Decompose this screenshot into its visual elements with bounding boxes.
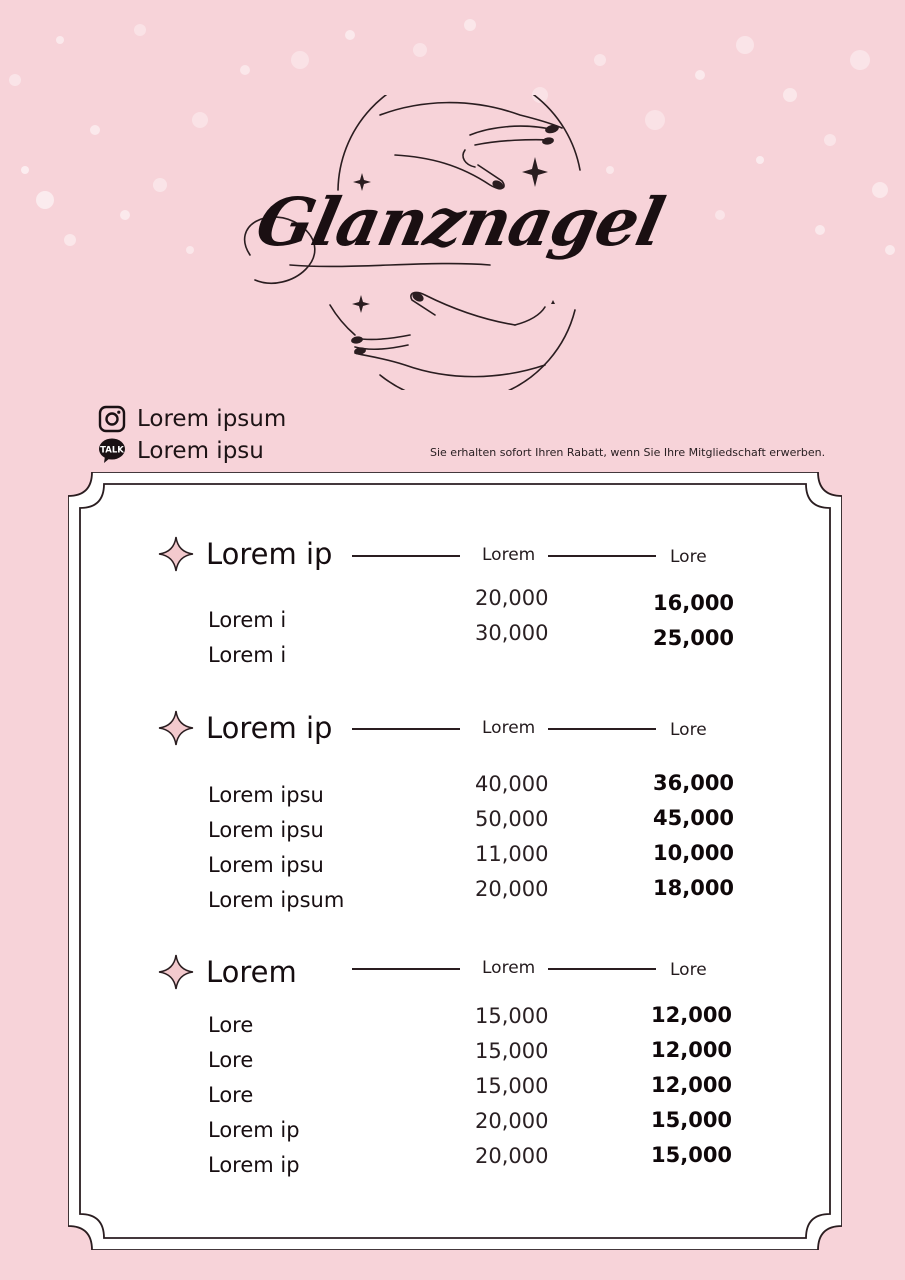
instagram-label: Lorem ipsum: [137, 406, 287, 432]
kakaotalk-label: Lorem ipsu: [137, 438, 264, 464]
divider-line: [352, 728, 460, 730]
price-column-label: Lorem: [482, 718, 536, 738]
menu-item-sale-price: 16,000: [653, 591, 735, 615]
menu-item-name: Lorem i: [208, 643, 287, 667]
menu-item-sale-price: 15,000: [651, 1143, 733, 1167]
sale-column-label: Lore: [670, 960, 707, 980]
menu-item-price: 15,000: [475, 1004, 549, 1028]
sparkle-star-icon: [158, 954, 194, 990]
menu-item-name: Lorem ipsum: [208, 888, 345, 912]
menu-item-sale-price: 12,000: [651, 1003, 733, 1027]
menu-item-name: Lorem ipsu: [208, 853, 324, 877]
membership-note: Sie erhalten sofort Ihren Rabatt, wenn Sie Ihre Mitgliedschaft erwerben.: [430, 446, 826, 459]
divider-line: [548, 728, 656, 730]
menu-item-name: Lorem ipsu: [208, 783, 324, 807]
section-title-text: Lorem ip: [206, 711, 333, 745]
sale-column-label: Lore: [670, 547, 707, 567]
menu-item-price: 40,000: [475, 772, 549, 796]
sale-column-label: Lore: [670, 720, 707, 740]
menu-item-sale-price: 15,000: [651, 1108, 733, 1132]
menu-item-price: 20,000: [475, 1144, 549, 1168]
menu-item-sale-price: 12,000: [651, 1038, 733, 1062]
brand-logo: [230, 95, 690, 390]
menu-item-price: 50,000: [475, 807, 549, 831]
menu-item-name: Lorem i: [208, 608, 287, 632]
instagram-icon: [98, 405, 126, 433]
menu-item-sale-price: 25,000: [653, 626, 735, 650]
menu-item-price: 11,000: [475, 842, 549, 866]
menu-item-sale-price: 45,000: [653, 806, 735, 830]
menu-item-name: Lore: [208, 1013, 254, 1037]
sparkle-star-icon: [158, 710, 194, 746]
divider-line: [548, 555, 656, 557]
price-column-label: Lorem: [482, 958, 536, 978]
menu-item-name: Lorem ipsu: [208, 818, 324, 842]
kakaotalk-handle[interactable]: [98, 437, 264, 465]
menu-item-sale-price: 10,000: [653, 841, 735, 865]
sparkle-star-icon: [158, 536, 194, 572]
price-column-label: Lorem: [482, 545, 536, 565]
menu-item-price: 15,000: [475, 1074, 549, 1098]
menu-item-price: 30,000: [475, 621, 549, 645]
menu-item-price: 20,000: [475, 1109, 549, 1133]
menu-item-price: 15,000: [475, 1039, 549, 1063]
section-title: [158, 536, 332, 572]
brand-name: Glanznagel: [249, 183, 671, 261]
section-title: [158, 954, 297, 990]
svg-text:TALK: TALK: [100, 445, 124, 456]
menu-item-name: Lorem ip: [208, 1153, 300, 1177]
menu-item-name: Lore: [208, 1048, 254, 1072]
section-title-text: Lorem ip: [206, 537, 333, 571]
menu-item-name: Lorem ip: [208, 1118, 300, 1142]
menu-item-price: 20,000: [475, 877, 549, 901]
menu-item-sale-price: 12,000: [651, 1073, 733, 1097]
divider-line: [548, 968, 656, 970]
divider-line: [352, 555, 460, 557]
kakaotalk-icon: [98, 437, 126, 465]
section-title-text: Lorem: [206, 955, 297, 989]
divider-line: [352, 968, 460, 970]
menu-item-price: 20,000: [475, 586, 549, 610]
menu-item-sale-price: 18,000: [653, 876, 735, 900]
menu-item-sale-price: 36,000: [653, 771, 735, 795]
menu-item-name: Lore: [208, 1083, 254, 1107]
section-title: [158, 710, 332, 746]
instagram-handle[interactable]: [98, 405, 286, 433]
